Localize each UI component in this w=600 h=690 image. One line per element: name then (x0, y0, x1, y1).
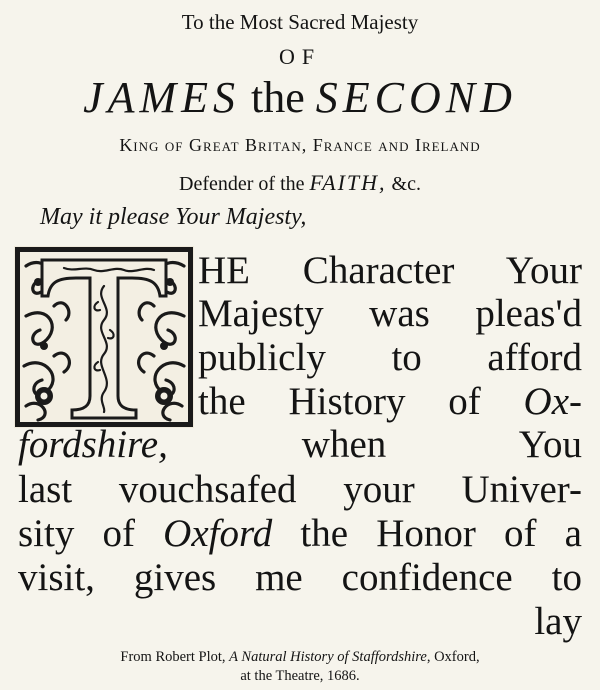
defender-faith: FAITH, (309, 170, 387, 195)
dedication-of: OF (278, 44, 322, 69)
king-name-second: SECOND (315, 73, 517, 122)
defender-line (0, 170, 600, 196)
source-citation (0, 649, 600, 666)
salutation: May it please Your Majesty, (40, 204, 307, 230)
body-line-8: visit, gives me confidence to (18, 556, 582, 599)
body-line-7 (18, 514, 582, 553)
body-line-4-italic: Ox- (523, 380, 582, 423)
body-line-5 (18, 425, 582, 464)
body-line-3: publicly to afford (198, 336, 582, 379)
body-line-7-italic: Oxford (163, 512, 273, 555)
body-line-6: last vouchsafed your Univer- (18, 468, 582, 511)
king-titles: King of Great Britan, France and Ireland (119, 135, 481, 155)
body-line-4 (198, 382, 582, 421)
king-name (0, 72, 600, 123)
defender-prefix: Defender of the (179, 173, 310, 195)
body-line-5-text: when You (167, 423, 582, 466)
source-imprint: at the Theatre, 1686. (240, 668, 360, 684)
body-line-7-text-a: sity of (18, 512, 164, 555)
body-line-2: Majesty was pleas'd (198, 292, 582, 335)
king-name-james: JAMES (83, 73, 241, 122)
body-line-9: lay (534, 600, 582, 643)
woodcut-initial-t-icon (14, 246, 194, 428)
source-prefix: From Robert Plot, (120, 649, 230, 665)
body-line-1: HE Character Your (198, 249, 582, 292)
defender-suffix: &c. (386, 173, 421, 195)
dedication-line-1: To the Most Sacred Majesty (181, 10, 419, 34)
source-title: A Natural History of Staffordshire (229, 649, 427, 665)
body-line-5-italic: fordshire, (18, 423, 168, 466)
source-suffix: , Oxford, (426, 649, 480, 665)
body-line-4-text: the History of (198, 380, 524, 423)
ornamental-initial (14, 246, 194, 428)
body-line-7-text-b: the Honor of a (272, 512, 582, 555)
king-name-the: the (240, 73, 316, 122)
